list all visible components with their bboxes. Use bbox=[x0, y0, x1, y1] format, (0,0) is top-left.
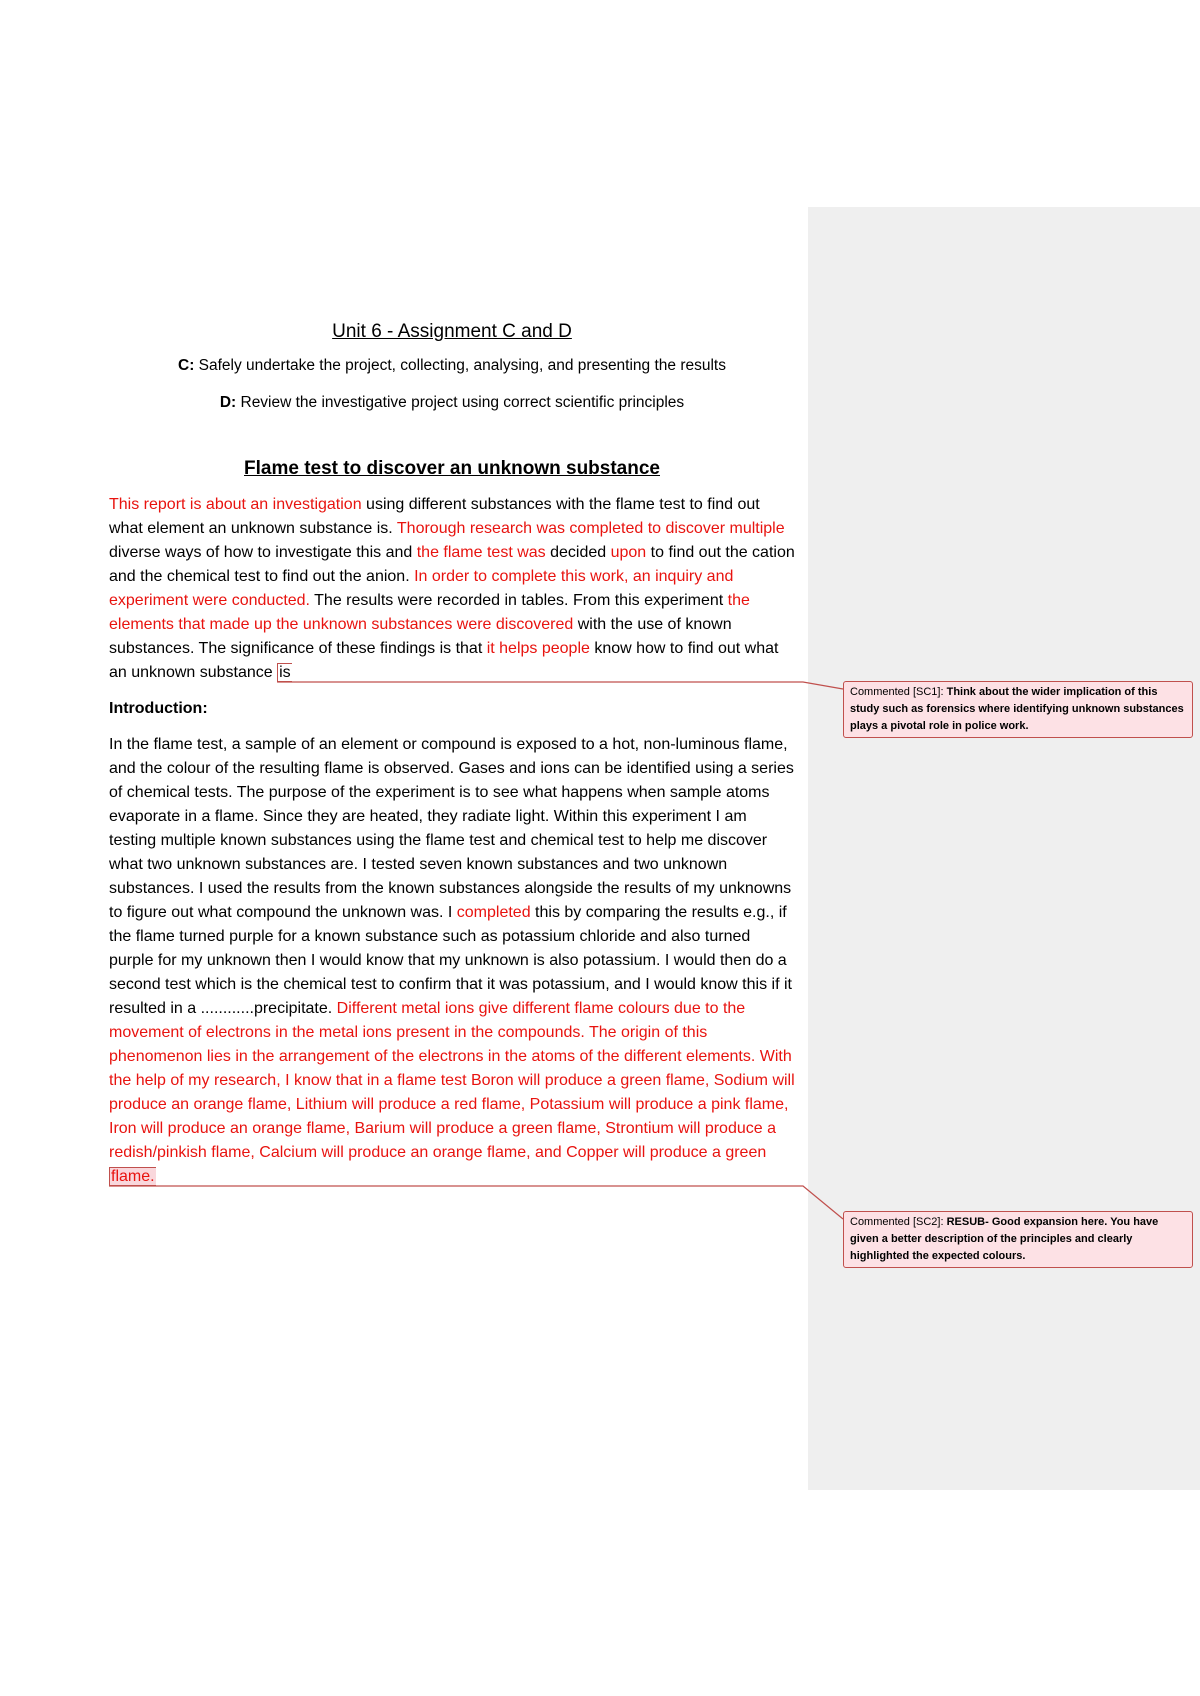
text-run: know how to find out what an unknown substance bbox=[109, 640, 779, 681]
revised-text-run: Different metal ions give different flame colours due to the movement of electrons in the metal ions present in the compounds. The origin of this phenomenon lies in the arrangement of the electrons in the atoms of the different elements. With the help of my research, I know that in a flame test Boron will produce a green flame, Sodium will produce an orange flame, Lithium will produce a red flame, Potassium will produce a pink flame, Iron will produce an orange flame, Barium will produce a green flame, Strontium will produce a redish/pinkish flame, Calcium will produce an orange flame, and Copper will produce a green bbox=[109, 1000, 795, 1161]
revised-text-run: the elements that made up the unknown substances were discovered bbox=[109, 592, 750, 633]
revised-text-run: In order to complete this work, an inquiry and experiment were conducted. bbox=[109, 568, 734, 609]
comment-sc2[interactable] bbox=[843, 1211, 1193, 1268]
comment-label: Commented [SC1]: bbox=[850, 686, 947, 698]
unit-title: Unit 6 - Assignment C and D bbox=[332, 321, 572, 342]
criterion-c-label: C: bbox=[178, 357, 195, 374]
revised-text-run: completed bbox=[456, 904, 531, 921]
comment-margin-pane bbox=[808, 207, 1200, 1490]
text-run: using different substances with the flame test to find out what element an unknown substance is. bbox=[109, 496, 760, 537]
summary-runs bbox=[109, 496, 795, 681]
summary-paragraph bbox=[109, 493, 795, 685]
text-run: In the flame test, a sample of an element or compound is exposed to a hot, non-luminous flame, and the colour of the resulting flame is observed. Gases and ions can be identified using a series of chemical tests. The purpose of the experiment is to see what happens when sample atoms evaporate in a flame. Since they are heated, they radiate light. Within this experiment I am testing multiple known substances using the flame test and chemical test to help me discover what two unknown substances are. I tested seven known substances and two unknown substances. I used the results from the known substances alongside the results of my unknowns to figure out what compound the unknown was. I bbox=[109, 736, 794, 921]
criterion-d-label: D: bbox=[219, 394, 237, 411]
criterion-c-text: Safely undertake the project, collecting, analysing, and presenting the results bbox=[194, 357, 726, 374]
text-run: this by comparing the results e.g., if the flame turned purple for a known substance such as potassium chloride and also turned purple for my unknown then I would know that my unknown is also potassium. I would then do a second test which is the chemical test to confirm that it was potassium, and I would know this if it resulted in a ............precipitate. bbox=[109, 904, 792, 1017]
document-body bbox=[109, 318, 795, 1201]
comment-label: Commented [SC2]: bbox=[850, 1216, 947, 1228]
report-title: Flame test to discover an unknown substance bbox=[244, 458, 660, 479]
comment-anchor-sc1[interactable]: is bbox=[279, 664, 291, 681]
comment-anchor-sc2[interactable]: flame. bbox=[111, 1168, 155, 1185]
text-run: to find out the cation and the chemical test to find out the anion. bbox=[109, 544, 795, 585]
introduction-heading: Introduction: bbox=[109, 700, 208, 717]
text-run: with the use of known substances. The significance of these findings is that bbox=[109, 616, 732, 657]
revised-text-run: it helps people bbox=[486, 640, 590, 657]
comment-text: RESUB- Good expansion here. You have given a better description of the principles and clearly highlighted the expected colours. bbox=[850, 1216, 1159, 1262]
criterion-d-text: Review the investigative project using correct scientific principles bbox=[236, 394, 685, 411]
introduction-paragraph bbox=[109, 733, 795, 1189]
text-run: decided bbox=[545, 544, 611, 561]
text-run: diverse ways of how to investigate this and bbox=[109, 544, 417, 561]
comment-text: Think about the wider implication of this study such as forensics where identifying unknown substances plays a pivotal role in police work. bbox=[850, 686, 1184, 732]
comment-sc1[interactable] bbox=[843, 681, 1193, 738]
text-run: The results were recorded in tables. From this experiment bbox=[310, 592, 728, 609]
introduction-runs bbox=[109, 736, 795, 1161]
revised-text-run: the flame test was bbox=[416, 544, 546, 561]
criterion-c bbox=[109, 354, 795, 378]
revised-text-run: This report is about an investigation bbox=[109, 496, 362, 513]
criterion-d bbox=[109, 391, 795, 415]
revised-text-run: upon bbox=[610, 544, 647, 561]
revised-text-run: Thorough research was completed to discover multiple bbox=[396, 520, 785, 537]
